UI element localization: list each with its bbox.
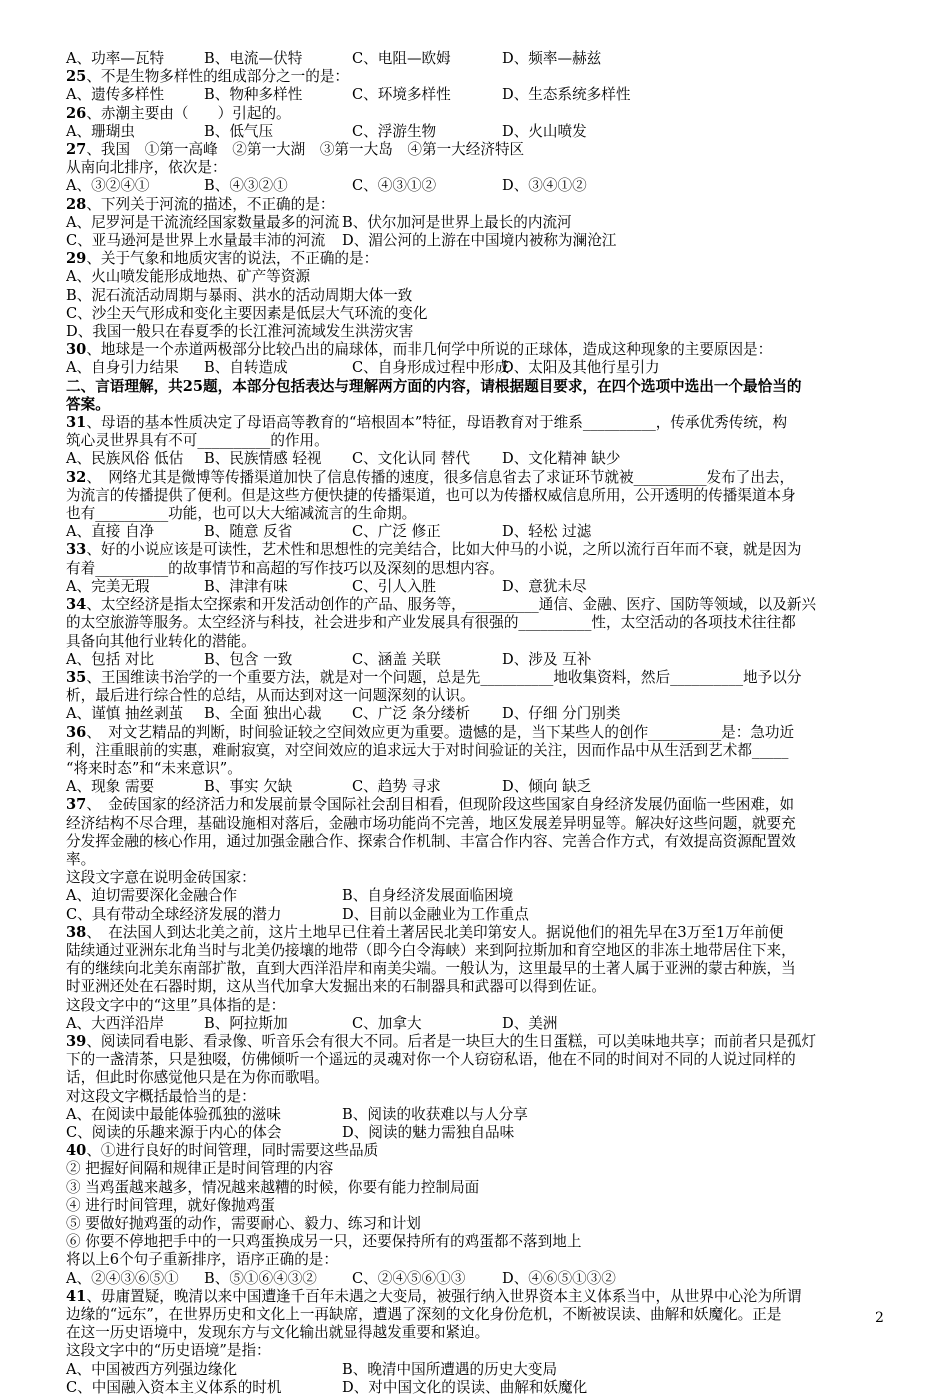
answer-option: B、伏尔加河是世界上最长的内流河 [342,213,572,231]
question-stem [66,596,886,614]
answer-options [66,123,886,141]
question-number: 41 [66,1287,87,1305]
answer-options [66,651,886,669]
answer-option: B、物种多样性 [204,86,303,104]
text-line: 分发挥金融的核心作用，通过加强金融合作、探索合作机制、丰富合作内容、完善合作方式，有效提高资源配置效 [66,832,796,850]
question-text: 、 对文艺精品的判断，时间验证较之空间效应更为重要。遗憾的是，当下某些人的创作__________是：急功近 [86,723,795,741]
question-stem [66,469,886,487]
answer-options [66,177,886,195]
answer-option: C、自身形成过程中形成 [352,359,510,377]
question-stem [66,1142,886,1160]
answer-option: A、遗传多样性 [66,86,165,104]
text-line: 利，注重眼前的实惠，难耐寂寞，对空间效应的追求远大于对时间验证的关注，因而作品中从生活到艺术都_____ [66,741,789,759]
text-line: ⑥ 你要不停地把手中的一只鸡蛋换成另一只，还要保持所有的鸡蛋都不落到地上 [66,1233,582,1251]
answer-option: B、④③②① [204,177,288,195]
text-line: D、我国一般只在春夏季的长江淮河流域发生洪涝灾害 [66,323,414,341]
answer-option: C、趋势 寻求 [352,778,441,796]
question-text: 、母语的基本性质决定了母语高等教育的“培根固本”特征，母语教育对于维系__________，传承优秀传统，构 [86,414,788,432]
answer-options [66,1361,886,1379]
text-line: 经济结构不尽合理，基础设施相对落后，金融市场功能尚不完善，地区发展差异明显等。解决好这些问题，就要充 [66,814,796,832]
answer-options [66,86,886,104]
answer-option: C、具有带动全球经济发展的潜力 [66,905,282,923]
answer-option: B、阿拉斯加 [204,1014,288,1032]
answer-option: B、阅读的收获难以与人分享 [342,1105,528,1123]
question-text: 、不是生物多样性的组成部分之一的是： [86,68,350,86]
answer-option: C、浮游生物 [352,122,437,140]
text-line: 在这一历史语境中，发现东方与文化输出就显得越发重要和紧迫。 [66,1324,490,1342]
text-line: ② 把握好间隔和规律正是时间管理的内容 [66,1160,334,1178]
text-line: 析，最后进行综合性的总结，从而达到对这一问题深刻的认识。 [66,687,475,705]
question-stem [66,669,886,687]
answer-option: D、③④①② [502,177,587,195]
answer-option: C、②④⑤⑥①③ [352,1269,466,1287]
question-stem [66,196,886,214]
text-line: B、泥石流活动周期与暴雨、洪水的活动周期大体一致 [66,286,413,304]
question-number: 36 [66,723,87,741]
question-number: 34 [66,596,87,614]
answer-option: C、④③①② [352,177,437,195]
question-number: 29 [66,250,87,268]
answer-option: A、迫切需要深化金融合作 [66,887,238,905]
answer-option: C、广泛 修正 [352,523,441,541]
answer-options [66,1015,886,1033]
answer-option: C、阅读的乐趣来源于内心的体会 [66,1123,282,1141]
answer-option: A、大西洋沿岸 [66,1014,165,1032]
text-line: 对这段文字概括最恰当的是： [66,1087,256,1105]
answer-option: B、⑤①⑥④③② [204,1269,317,1287]
answer-option: B、晚清中国所遭遇的历史大变局 [342,1360,558,1378]
question-text: 、下列关于河流的描述，不正确的是： [86,195,335,213]
question-number: 37 [66,796,87,814]
answer-option: A、完美无瑕 [66,577,150,595]
question-stem [66,1288,886,1306]
answer-option: C、加拿大 [352,1014,422,1032]
answer-options [66,1379,886,1397]
answer-option: D、涉及 互补 [502,650,592,668]
question-stem [66,250,886,268]
answer-option: D、美洲 [502,1014,558,1032]
question-text: 、①进行良好的时间管理，同时需要这些品质 [86,1142,379,1160]
question-text: 、毋庸置疑，晚清以来中国遭逢千百年未遇之大变局，被强行纳入世界资本主义体系当中，从世界中心沦为所谓 [86,1287,802,1305]
answer-option: A、现象 需要 [66,778,155,796]
answer-option: A、尼罗河是干流流经国家数量最多的河流 [66,213,340,231]
answer-options [66,359,886,377]
answer-options [66,523,886,541]
question-number: 39 [66,1032,87,1050]
answer-option: A、直接 自净 [66,523,155,541]
question-text: 、好的小说应该是可读性，艺术性和思想性的完美结合，比如大仲马的小说，之所以流行百年而不衰，就是因为 [86,541,802,559]
answer-option: D、目前以金融业为工作重点 [342,905,529,923]
answer-option: D、意犹未尽 [502,577,587,595]
text-line: 也有__________功能，也可以大大缩减流言的生命期。 [66,505,417,523]
answer-option: D、湄公河的上游在中国境内被称为澜沧江 [342,232,617,250]
question-text: 、 在法国人到达北美之前，这片土地早已住着土著居民北美印第安人。据说他们的祖先早在3万至1万年前便 [86,923,784,941]
answer-option: A、③②④① [66,177,150,195]
text-line: 的太空旅游等服务。太空经济与科技，社会进步和产业发展具有很强的__________性，太空活动的各项技术往往都 [66,614,796,632]
question-number: 30 [66,341,87,359]
answer-option: B、全面 独出心裁 [204,705,322,723]
page-number: 2 [875,1310,884,1326]
answer-option: D、太阳及其他行星引力 [502,359,660,377]
answer-option: D、仔细 分门别类 [502,705,621,723]
answer-option: A、谨慎 抽丝剥茧 [66,705,184,723]
text-line: “将来时态”和“未来意识”。 [66,759,242,777]
answer-option: D、频率—赫兹 [502,50,602,67]
answer-option: B、电流—伏特 [204,50,303,67]
text-line: 为流言的传播提供了便利。但是这些方便快捷的传播渠道，也可以为传播权威信息所用，公开透明的传播渠道本身 [66,486,796,504]
question-stem [66,796,886,814]
answer-option: A、中国被西方列强边缘化 [66,1360,238,1378]
answer-option: B、自身经济发展面临困境 [342,887,514,905]
answer-option: D、生态系统多样性 [502,86,631,104]
question-text: 、地球是一个赤道两极部分比较凸出的扁球体，而非几何学中所说的正球体，造成这种现象的主要原因是： [86,341,773,359]
text-line: 这段文字中的“历史语境”是指： [66,1342,271,1360]
question-number: 40 [66,1142,87,1160]
answer-option: C、涵盖 关联 [352,650,441,668]
question-stem [66,924,886,942]
answer-option: A、珊瑚虫 [66,122,135,140]
section-heading: 二、言语理解，共25题，本部分包括表达与理解两方面的内容，请根据题目要求，在四个选项中选出一个最恰当的 [66,377,802,395]
question-number: 27 [66,141,87,159]
text-line: C、沙尘天气形成和变化主要因素是低层大气环流的变化 [66,304,428,322]
answer-option: C、中国融入资本主义体系的时机 [66,1378,282,1396]
answer-options [66,232,886,250]
question-number: 26 [66,104,87,122]
answer-option: D、文化精神 缺少 [502,450,621,468]
question-stem [66,541,886,559]
question-number: 38 [66,923,87,941]
text-line: 筑心灵世界具有不可__________的作用。 [66,432,329,450]
answer-option: D、对中国文化的误读、曲解和妖魔化 [342,1378,588,1396]
text-line: 将以上6个句子重新排序，语序正确的是： [66,1251,338,1269]
text-line: ④ 进行时间管理，就好像抛鸡蛋 [66,1196,275,1214]
text-line: 具备向其他行业转化的潜能。 [66,632,256,650]
question-text: 、阅读同看电影、看录像、听音乐会有很大不同。后者是一块巨大的生日蛋糕，可以美味地共享；而前者只是孤灯 [86,1032,817,1050]
question-stem [66,141,886,159]
answer-option: A、②④③⑥⑤① [66,1269,179,1287]
question-number: 25 [66,68,87,86]
answer-option: B、低气压 [204,122,274,140]
text-line: ③ 当鸡蛋越来越多，情况越来越糟的时候，你要有能力控制局面 [66,1178,480,1196]
question-text: 、 金砖国家的经济活力和发展前景令国际社会刮目相看，但现阶段这些国家自身经济发展仍面临一些困难，如 [86,796,795,814]
question-text: 、 网络尤其是微博等传播渠道加快了信息传播的速度，很多信息省去了求证环节就被__________发布了出去， [86,468,795,486]
answer-options [66,778,886,796]
question-number: 33 [66,541,87,559]
answer-option: D、倾向 缺乏 [502,778,592,796]
question-stem [66,341,886,359]
question-text: 、王国维读书治学的一个重要方法，就是对一个问题，总是先__________地收集资料，然后__________地予以分 [86,668,802,686]
answer-option: B、随意 反省 [204,523,293,541]
answer-option: B、自转造成 [204,359,288,377]
answer-option: C、亚马逊河是世界上水量最丰沛的河流 [66,232,326,250]
text-line: 话，但此时你感觉他只是在为你而歌唱。 [66,1069,329,1087]
answer-options [66,887,886,905]
answer-option: A、包括 对比 [66,650,155,668]
question-number: 32 [66,468,87,486]
answer-options [66,906,886,924]
answer-option: B、民族情感 轻视 [204,450,322,468]
text-line: ⑤ 要做好抛鸡蛋的动作，需要耐心、毅力、练习和计划 [66,1215,421,1232]
answer-options [66,1124,886,1142]
question-stem [66,68,886,86]
answer-option: D、火山喷发 [502,122,587,140]
answer-option: C、引人入胜 [352,577,437,595]
answer-option: A、民族风俗 低估 [66,450,184,468]
section-heading: 答案。 [66,395,110,413]
question-text: 、太空经济是指太空探索和开发活动创作的产品、服务等，__________通信、金融、医疗、国防等领域，以及新兴 [86,596,817,614]
exam-page [66,50,886,1397]
answer-option: C、电阻—欧姆 [352,50,451,67]
text-line: 有的继续向北美东南部扩散，直到大西洋沿岸和南美尖端。一般认为，这里最早的土著人属于亚洲的蒙古种族，当 [66,960,796,978]
text-line: 边缘的“远东”，在世界历史和文化上一再缺席，遭遇了深刻的文化身份危机，不断被误读、曲解和妖魔化。正是 [66,1306,782,1324]
answer-options [66,214,886,232]
answer-option: B、包含 一致 [204,650,293,668]
answer-option: C、广泛 条分缕析 [352,705,470,723]
text-line: 这段文字意在说明金砖国家： [66,869,256,887]
question-stem [66,1033,886,1051]
question-stem [66,724,886,742]
answer-option: B、事实 欠缺 [204,778,293,796]
question-stem [66,105,886,123]
question-text: 、关于气象和地质灾害的说法，不正确的是： [86,250,379,268]
answer-option: D、阅读的魅力需独自品味 [342,1123,515,1141]
text-line: 下的一盏清茶，只是独啜，仿佛倾听一个遥远的灵魂对你一个人窃窃私语，他在不同的时间对不同的人说过同样的 [66,1051,796,1069]
answer-options [66,1270,886,1288]
text-line: 从南向北排序，依次是： [66,159,227,177]
answer-options [66,450,886,468]
answer-option: A、自身引力结果 [66,359,179,377]
answer-options [66,705,886,723]
answer-option: D、轻松 过滤 [502,523,592,541]
question-number: 31 [66,414,87,432]
answer-option: D、④⑥⑤①③② [502,1269,616,1287]
text-line: 这段文字中的“这里”具体指的是： [66,996,286,1014]
question-text: 、我国 ①第一高峰 ②第一大湖 ③第一大岛 ④第一大经济特区 [86,141,525,159]
question-number: 28 [66,195,87,213]
answer-options [66,50,886,68]
answer-options [66,1106,886,1124]
question-stem [66,414,886,432]
answer-option: A、在阅读中最能体验孤独的滋味 [66,1105,281,1123]
answer-options [66,578,886,596]
answer-option: C、环境多样性 [352,86,451,104]
answer-option: A、功率—瓦特 [66,50,165,67]
text-line: 时亚洲还处在石器时期，这从当代加拿大发掘出来的石制器具和武器可以得到佐证。 [66,978,606,996]
answer-option: B、津津有味 [204,577,288,595]
text-line: 陆续通过亚洲东北角当时与北美仍接壤的地带（即今白令海峡）来到阿拉斯加和育空地区的非冻土地带居住下来， [66,941,796,959]
question-number: 35 [66,668,87,686]
answer-option: C、文化认同 替代 [352,450,470,468]
text-line: 率。 [66,850,96,868]
question-text: 、赤潮主要由（ ）引起的。 [86,104,291,122]
text-line: 有着__________的故事情节和高超的写作技巧以及深刻的思想内容。 [66,559,504,577]
text-line: A、火山喷发能形成地热、矿产等资源 [66,268,311,286]
